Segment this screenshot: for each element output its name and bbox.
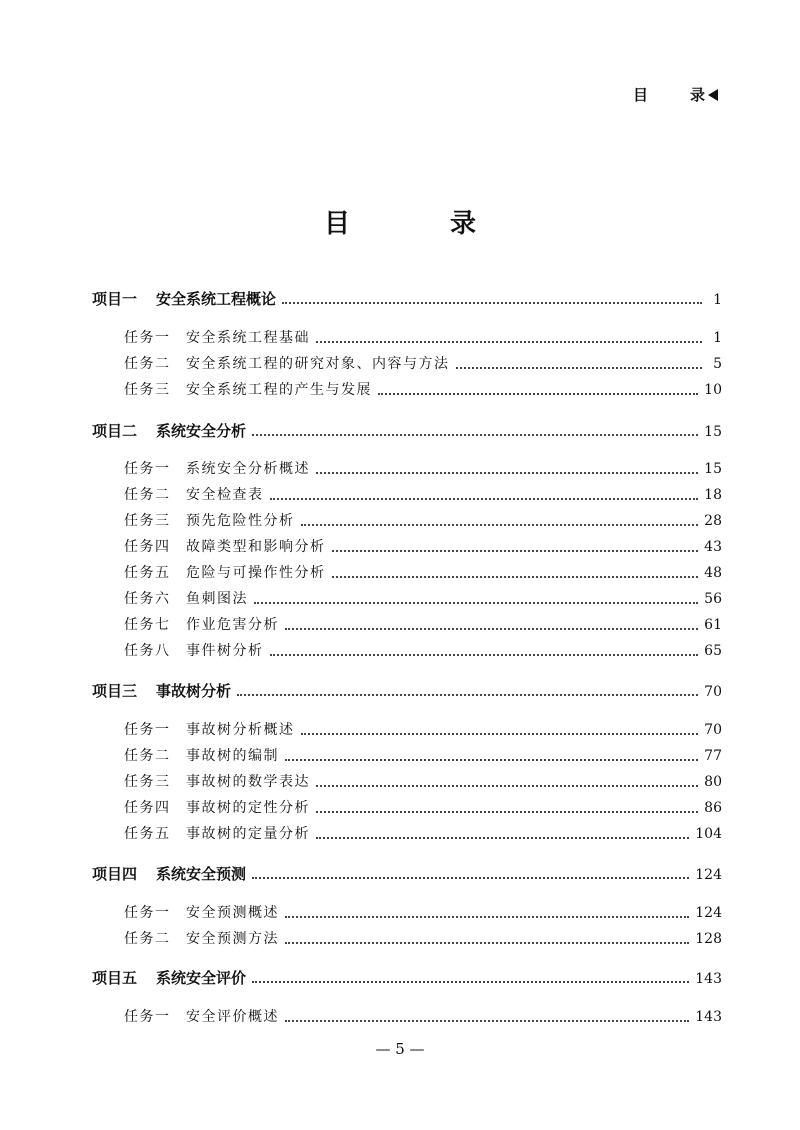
toc-entry-page: 5 — [713, 356, 722, 372]
toc-entry-title: 故障类型和影响分析 — [186, 539, 326, 555]
page-title-char-2: 录 — [450, 209, 477, 239]
toc-entry-title: 事件树分析 — [186, 643, 264, 659]
toc-entry-number: 项目一 — [92, 290, 138, 308]
toc-task-entry[interactable] — [124, 614, 722, 636]
toc-entry-number: 项目二 — [92, 422, 138, 440]
dot-leader — [285, 759, 698, 761]
toc-entry-page: 15 — [704, 461, 722, 477]
toc-entry-number: 任务八 — [124, 643, 171, 659]
toc-entry-number: 任务四 — [124, 539, 171, 555]
dot-leader — [252, 434, 698, 436]
toc-entry-page: 70 — [704, 684, 722, 700]
toc-task-entry[interactable] — [124, 745, 722, 767]
toc-entry-page: 48 — [704, 565, 722, 581]
toc-entry-number: 任务三 — [124, 774, 171, 790]
toc-task-entry[interactable] — [124, 771, 722, 793]
toc-entry-page: 65 — [704, 643, 722, 659]
toc-entry-title: 事故树分析概述 — [186, 722, 295, 738]
toc-entry-number: 任务一 — [124, 330, 171, 346]
toc-project-entry[interactable] — [92, 288, 722, 310]
dot-leader — [332, 550, 699, 552]
toc-task-entry[interactable] — [124, 640, 722, 662]
toc-entry-page: 143 — [695, 971, 722, 987]
toc-entry-title: 事故树的编制 — [186, 748, 279, 764]
dot-leader — [316, 837, 689, 839]
toc-entry-title: 安全系统工程概论 — [156, 290, 277, 308]
toc-entry-number: 任务二 — [124, 931, 171, 947]
toc-task-entry[interactable] — [124, 797, 722, 819]
toc-entry-page: 43 — [704, 539, 722, 555]
toc-entry-page: 1 — [713, 292, 722, 308]
dot-leader — [332, 576, 699, 578]
dot-leader — [316, 785, 698, 787]
toc-entry-title: 事故树的定性分析 — [186, 800, 310, 816]
toc-entry-title: 安全预测概述 — [186, 905, 279, 921]
toc-task-entry[interactable] — [124, 458, 722, 480]
dot-leader — [316, 811, 698, 813]
toc-entry-number: 任务三 — [124, 513, 171, 529]
toc-entry-title: 系统安全分析概述 — [186, 461, 310, 477]
toc-entry-title: 安全系统工程的研究对象、内容与方法 — [186, 356, 450, 372]
toc-entry-page: 143 — [695, 1009, 722, 1025]
dot-leader — [316, 472, 698, 474]
toc-entry-page: 80 — [704, 774, 722, 790]
dot-leader — [270, 654, 699, 656]
toc-entry-number: 项目五 — [92, 969, 138, 987]
dot-leader — [252, 877, 689, 879]
dot-leader — [378, 393, 698, 395]
toc-project-entry[interactable] — [92, 967, 722, 989]
toc-task-entry[interactable] — [124, 928, 722, 950]
toc-entry-title: 事故树分析 — [156, 682, 232, 700]
toc-entry-title: 作业危害分析 — [186, 617, 279, 633]
toc-entry-title: 安全系统工程基础 — [186, 330, 310, 346]
dot-leader — [254, 602, 698, 604]
dot-leader — [285, 916, 689, 918]
toc-entry-page: 61 — [704, 617, 722, 633]
toc-entry-page: 15 — [704, 424, 722, 440]
toc-entry-number: 任务二 — [124, 748, 171, 764]
toc-entry-title: 系统安全评价 — [156, 969, 247, 987]
running-header — [633, 84, 718, 105]
toc-entry-title: 安全评价概述 — [186, 1009, 279, 1025]
toc-task-entry[interactable] — [124, 536, 722, 558]
toc-entry-page: 10 — [704, 382, 722, 398]
toc-entry-title: 事故树的数学表达 — [186, 774, 310, 790]
dot-leader — [285, 1020, 689, 1022]
toc-project-entry[interactable] — [92, 680, 722, 702]
toc-entry-number: 任务三 — [124, 382, 171, 398]
running-header-char-1: 目 — [632, 86, 648, 104]
dot-leader — [285, 942, 689, 944]
dot-leader — [301, 733, 699, 735]
toc-entry-number: 任务七 — [124, 617, 171, 633]
toc-entry-number: 任务二 — [124, 487, 171, 503]
toc-entry-number: 任务一 — [124, 905, 171, 921]
toc-task-entry[interactable] — [124, 484, 722, 506]
toc-entry-title: 安全检查表 — [186, 487, 264, 503]
toc-task-entry[interactable] — [124, 510, 722, 532]
toc-entry-page: 86 — [704, 800, 722, 816]
toc-entry-title: 安全系统工程的产生与发展 — [186, 382, 372, 398]
toc-entry-number: 任务二 — [124, 356, 171, 372]
toc-entry-page: 128 — [695, 931, 722, 947]
left-triangle-icon — [708, 89, 718, 101]
toc-entry-page: 104 — [695, 826, 722, 842]
toc-task-entry[interactable] — [124, 588, 722, 610]
toc-task-entry[interactable] — [124, 327, 722, 349]
toc-project-entry[interactable] — [92, 420, 722, 442]
toc-project-entry[interactable] — [92, 863, 722, 885]
toc-task-entry[interactable] — [124, 902, 722, 924]
toc-entry-page: 28 — [704, 513, 722, 529]
toc-task-entry[interactable] — [124, 379, 722, 401]
page-number: — 5 — — [375, 1040, 425, 1058]
dot-leader — [316, 341, 702, 343]
dot-leader — [237, 694, 698, 696]
toc-entry-title: 事故树的定量分析 — [186, 826, 310, 842]
toc-task-entry[interactable] — [124, 353, 722, 375]
dot-leader — [282, 302, 702, 304]
toc-entry-page: 1 — [713, 330, 722, 346]
toc-entry-number: 任务五 — [124, 826, 171, 842]
dot-leader — [252, 981, 689, 983]
toc-entry-title: 危险与可操作性分析 — [186, 565, 326, 581]
toc-entry-number: 任务五 — [124, 565, 171, 581]
toc-entry-number: 任务四 — [124, 800, 171, 816]
toc-entry-number: 项目四 — [92, 865, 138, 883]
toc-task-entry[interactable] — [124, 1006, 722, 1028]
toc-entry-page: 124 — [695, 905, 722, 921]
toc-entry-number: 任务一 — [124, 722, 171, 738]
dot-leader — [301, 524, 699, 526]
page-title — [0, 203, 800, 240]
dot-leader — [270, 498, 699, 500]
toc-task-entry[interactable] — [124, 562, 722, 584]
toc-entry-title: 鱼刺图法 — [186, 591, 248, 607]
toc-entry-number: 任务六 — [124, 591, 171, 607]
page-title-char-1: 目 — [323, 209, 350, 239]
toc-entry-title: 系统安全预测 — [156, 865, 247, 883]
dot-leader — [285, 628, 698, 630]
toc-entry-page: 56 — [704, 591, 722, 607]
toc-entry-number: 项目三 — [92, 682, 138, 700]
running-header-char-2: 录 — [689, 86, 705, 104]
toc-entry-title: 预先危险性分析 — [186, 513, 295, 529]
toc-entry-page: 77 — [704, 748, 722, 764]
toc-entry-title: 安全预测方法 — [186, 931, 279, 947]
toc-entry-number: 任务一 — [124, 1009, 171, 1025]
toc-entry-page: 18 — [704, 487, 722, 503]
toc-entry-page: 70 — [704, 722, 722, 738]
toc-entry-title: 系统安全分析 — [156, 422, 247, 440]
toc-task-entry[interactable] — [124, 823, 722, 845]
toc-entry-number: 任务一 — [124, 461, 171, 477]
dot-leader — [456, 367, 703, 369]
toc-entry-page: 124 — [695, 867, 722, 883]
toc-task-entry[interactable] — [124, 719, 722, 741]
